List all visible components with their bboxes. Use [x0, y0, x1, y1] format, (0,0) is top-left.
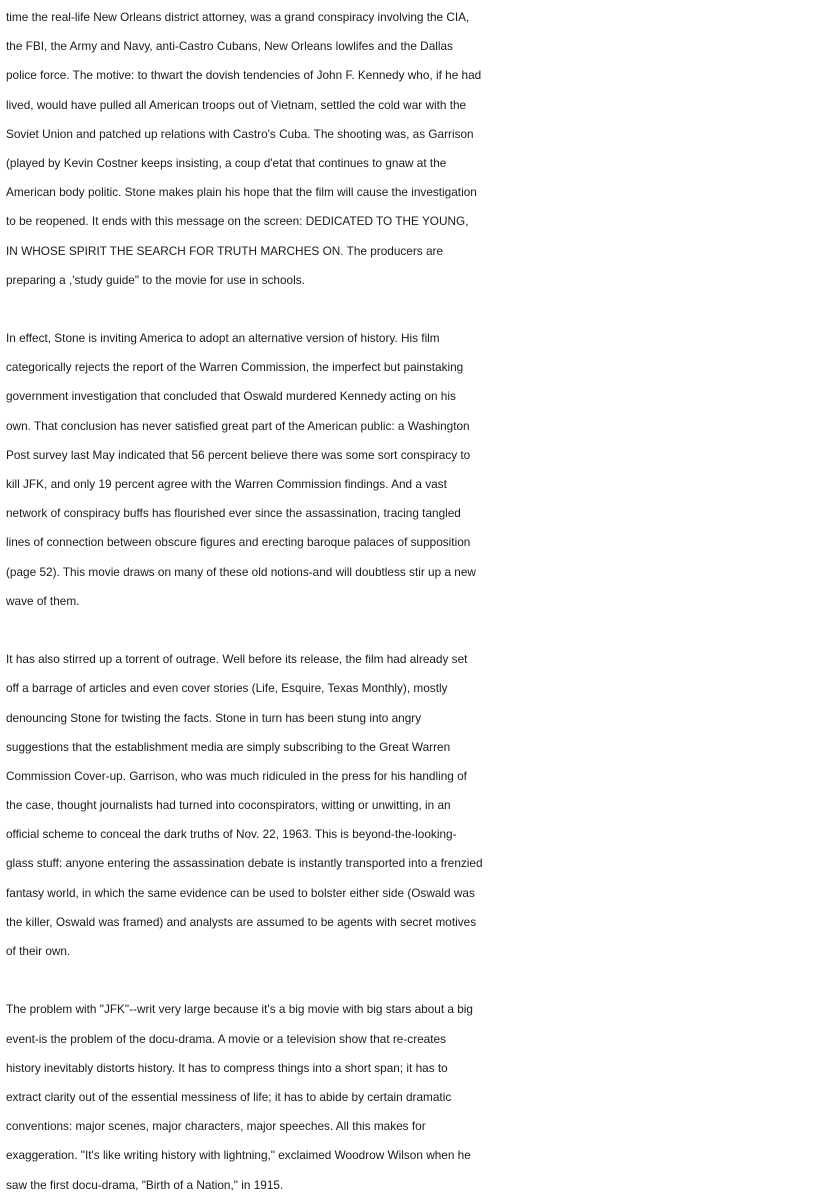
text-line: history inevitably distorts history. It has to compress things into a short span; it has to [6, 1060, 448, 1075]
text-line: of their own. [6, 944, 71, 958]
text-line: Soviet Union and patched up relations with Castro's Cuba. The shooting was, as Garrison [6, 126, 474, 141]
text-line: event-is the problem of the docu-drama. A movie or a television show that re-creates [6, 1031, 446, 1046]
text-line: glass stuff: anyone entering the assassination debate is instantly transported into a frenzied [6, 856, 483, 871]
text-line: off a barrage of articles and even cover stories (Life, Esquire, Texas Monthly), mostly [6, 681, 448, 696]
text-line: American body politic. Stone makes plain his hope that the film will cause the investigation [6, 185, 477, 200]
paragraph-3 [6, 645, 822, 966]
text-line: categorically rejects the report of the Warren Commission, the imperfect but painstaking [6, 360, 464, 375]
text-line: extract clarity out of the essential messiness of life; it has to abide by certain dramatic [6, 1089, 452, 1104]
text-line: (page 52). This movie draws on many of these old notions-and will doubtless stir up a new [6, 564, 476, 579]
text-line: lived, would have pulled all American troops out of Vietnam, settled the cold war with the [6, 97, 467, 112]
text-line: police force. The motive: to thwart the dovish tendencies of John F. Kennedy who, if he had [6, 68, 482, 83]
article-text [6, 3, 822, 1200]
text-line: saw the first docu-drama, "Birth of a Nation," in 1915. [6, 1177, 284, 1192]
text-line: (played by Kevin Costner keeps insisting, a coup d'etat that continues to gnaw at the [6, 155, 447, 170]
paragraph-1 [6, 3, 822, 295]
text-line: lines of connection between obscure figures and erecting baroque palaces of supposition [6, 535, 471, 550]
text-line: Commission Cover-up. Garrison, who was much ridiculed in the press for his handling of [6, 768, 467, 783]
paragraph-gap [6, 966, 822, 995]
text-line: denouncing Stone for twisting the facts. Stone in turn has been stung into angry [6, 710, 422, 725]
text-line: own. That conclusion has never satisfied great part of the American public: a Washington [6, 418, 470, 433]
text-line: The problem with "JFK"--writ very large because it's a big movie with big stars about a big [6, 1002, 473, 1017]
text-line: official scheme to conceal the dark truths of Nov. 22, 1963. This is beyond-the-looking- [6, 827, 457, 842]
paragraph-4 [6, 995, 822, 1199]
text-line: the FBI, the Army and Navy, anti-Castro Cubans, New Orleans lowlifes and the Dallas [6, 39, 453, 54]
text-line: kill JFK, and only 19 percent agree with the Warren Commission findings. And a vast [6, 477, 447, 491]
text-line: Post survey last May indicated that 56 percent believe there was some sort conspiracy to [6, 447, 471, 462]
text-line: In effect, Stone is inviting America to adopt an alternative version of history. His film [6, 331, 440, 346]
paragraph-2 [6, 324, 822, 616]
text-line: exaggeration. "It's like writing history with lightning," exclaimed Woodrow Wilson when he [6, 1148, 471, 1163]
text-line: IN WHOSE SPIRIT THE SEARCH FOR TRUTH MARCHES ON. The producers are [6, 243, 444, 258]
text-line: the case, thought journalists had turned into coconspirators, witting or unwitting, in an [6, 798, 451, 813]
text-line: wave of them. [6, 593, 80, 608]
text-line: preparing a ,'study guide" to the movie for use in schools. [6, 272, 305, 287]
paragraph-gap [6, 616, 822, 645]
paragraph-gap [6, 295, 822, 324]
text-line: It has also stirred up a torrent of outrage. Well before its release, the film had already set [6, 652, 468, 667]
text-line: government investigation that concluded that Oswald murdered Kennedy acting on his [6, 389, 456, 404]
text-line: time the real-life New Orleans district attorney, was a grand conspiracy involving the CIA, [6, 10, 470, 24]
text-line: the killer, Oswald was framed) and analysts are assumed to be agents with secret motives [6, 914, 477, 929]
text-line: fantasy world, in which the same evidence can be used to bolster either side (Oswald was [6, 885, 475, 900]
text-line: conventions: major scenes, major characters, major speeches. All this makes for [6, 1119, 426, 1134]
text-line: suggestions that the establishment media are simply subscribing to the Great Warren [6, 739, 451, 754]
text-line: network of conspiracy buffs has flourished ever since the assassination, tracing tangled [6, 506, 461, 521]
text-line: to be reopened. It ends with this message on the screen: DEDICATED TO THE YOUNG, [6, 214, 469, 229]
